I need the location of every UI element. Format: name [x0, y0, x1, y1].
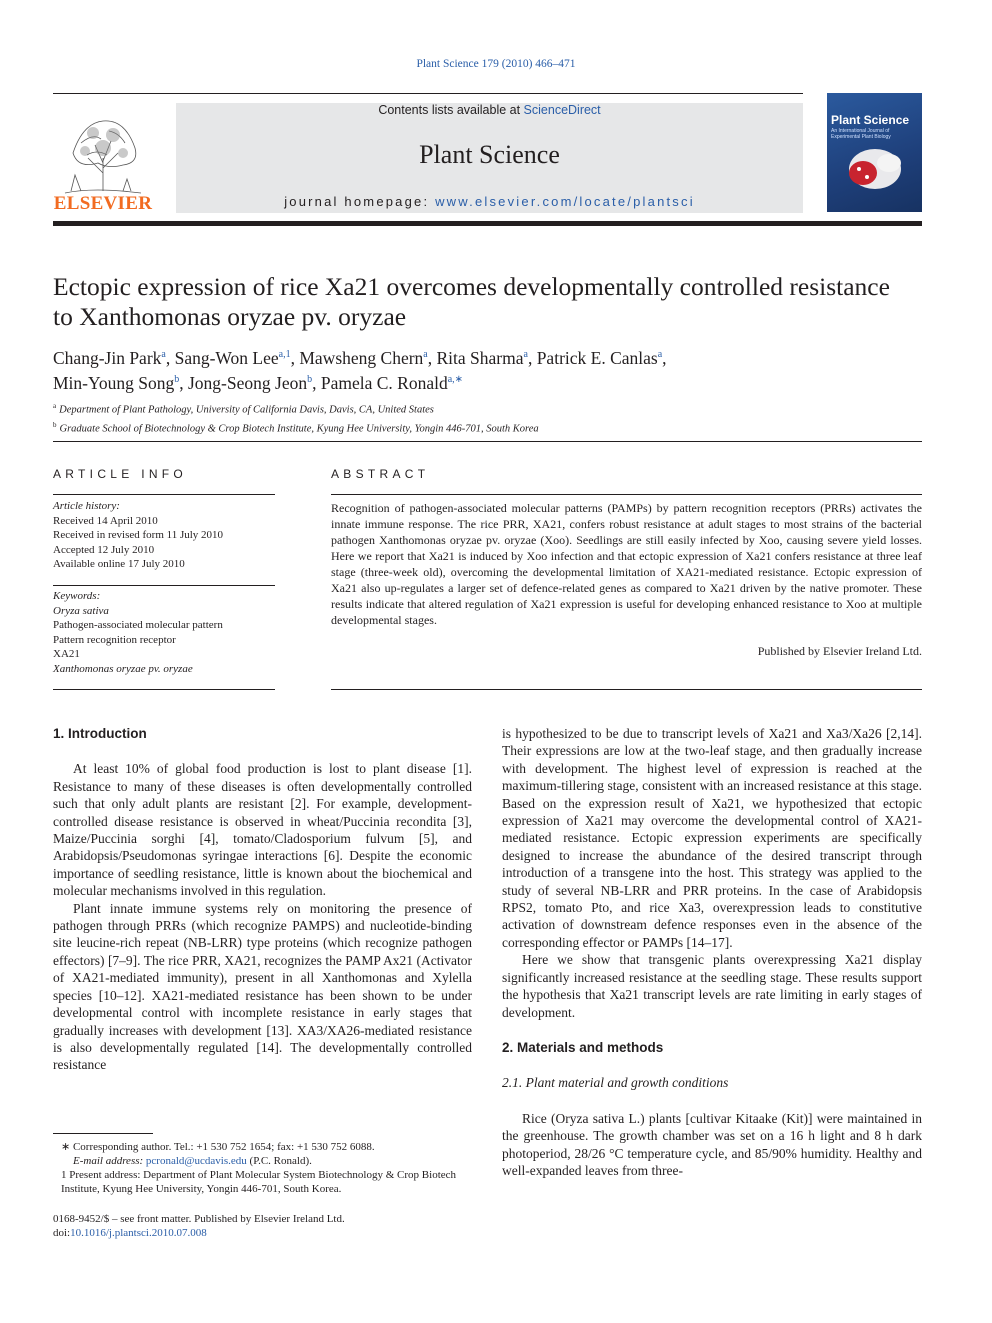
- author-affil-mark[interactable]: a,1: [278, 349, 291, 360]
- footnote-divider: [53, 1133, 153, 1134]
- history-online: Available online 17 July 2010: [53, 558, 185, 570]
- affiliation-a: [53, 399, 539, 418]
- title-line-1: Ectopic expression of rice Xa21 overcomes developmentally controlled resistance: [53, 272, 890, 301]
- author-list: [53, 344, 933, 394]
- intro-paragraph-1: At least 10% of global food production is lost to plant disease [1]. Resistance to many of these diseases is often developmentally controlled such that only adult plants are resistant [2]. For example, development-controlled disease resistance is observed in wheat/Puccinia recondita [3], Maize/Puccinia sorghi [4], tomato/Cladosporium fulvum [5], and Arabidopsis/Pseudomonas syringae interactions [6]. Despite the economic importance of seedling resistance, little is known about the biochemical and molecular mechanisms involved in this regulation.: [53, 761, 472, 899]
- article-info-divider: [53, 494, 275, 495]
- article-info-heading: ARTICLE INFO: [53, 467, 188, 481]
- journal-cover[interactable]: [827, 93, 922, 212]
- author-affil-mark[interactable]: b: [174, 373, 180, 385]
- front-matter: [53, 1212, 472, 1240]
- history-label: Article history:: [53, 500, 120, 512]
- body-left-column: [53, 725, 472, 1074]
- intro-paragraph-2: Plant innate immune systems rely on monitoring the presence of pathogen through PRRs (which recognize PAMPS) and nucleotide-binding site leucine-rich repeat (NB-LRR) type proteins (which recognize pathogen effectors) [7–9]. The rice PRR, XA21, recognizes the PAMP Ax21 (Activator of XA21-mediated immunity), present in all Xanthomonas and Xylella species [10–12]. XA21-mediated resistance has been shown to be under developmental control with incomplete resistance in early stages that gradually increases with development [13]. XA3/XA26-mediated resistance is also developmentally regulated [14]. The developmentally controlled resistance: [53, 900, 472, 1073]
- homepage-prefix: journal homepage:: [284, 194, 436, 209]
- right-paragraph-2: Here we show that transgenic plants overexpressing Xa21 display significantly increased resistance at the seedling stage. These results support the hypothesis that Xa21 transcript levels are rate limiting in early stages of development.: [502, 952, 922, 1020]
- author-name[interactable]: Mawsheng Chern: [299, 347, 424, 368]
- keyword-item: Pathogen-associated molecular pattern: [53, 619, 223, 631]
- abstract-bottom-divider: [331, 689, 922, 690]
- article-history: [53, 499, 275, 572]
- info-bottom-divider: [53, 689, 275, 690]
- author-affil-mark[interactable]: b: [307, 373, 313, 385]
- issn-line: 0168-9452/$ – see front matter. Published by Elsevier Ireland Ltd.: [53, 1213, 345, 1225]
- doi-label: doi:: [53, 1227, 71, 1239]
- abstract-text: Recognition of pathogen-associated molecular patterns (PAMPs) by pattern recognition receptors (PRRs) activates the innate immune response. The rice PRR, XA21, confers robust resistance at adult stages to most strains of the bacterial pathogen Xanthomonas oryzae pv. oryzae (Xoo). Seedlings are still easily infected by Xoo, causing severe yield losses. Here we report that Xa21 is induced by Xoo infection and that ectopic expression of Xa21 confers resistance at three leaf stage (three-week old), overcoming the developmental limitation of XA21-mediated resistance. Ectopic expression of Xa21 also up-regulates a larger set of defence-related genes as compared to Xa21 driven by the native promoter. These results indicate that altered regulation of Xa21 expression is useful for developing enhanced resistance to Xoo at multiple developmental stages.: [331, 501, 922, 627]
- cover-subtitle: An International Journal of Experimental Plant Biology: [831, 128, 891, 140]
- doi-link[interactable]: 10.1016/j.plantsci.2010.07.008: [70, 1227, 207, 1239]
- keyword-item: Oryza sativa: [53, 604, 109, 617]
- journal-citation[interactable]: Plant Science 179 (2010) 466–471: [416, 58, 576, 70]
- body-right-column: [502, 725, 922, 1179]
- email-suffix: (P.C. Ronald).: [246, 1155, 312, 1167]
- abstract-divider: [331, 494, 922, 495]
- journal-title: Plant Science: [419, 140, 560, 169]
- author-name[interactable]: Patrick E. Canlas: [536, 347, 658, 368]
- email-label: E-mail address:: [73, 1155, 146, 1167]
- history-accepted: Accepted 12 July 2010: [53, 543, 155, 556]
- keyword-item: Pattern recognition receptor: [53, 633, 176, 646]
- cover-title: Plant Science: [831, 113, 910, 127]
- author-affil-mark[interactable]: a,∗: [447, 373, 464, 385]
- keyword-item: Xanthomonas oryzae pv. oryzae: [53, 662, 193, 675]
- footnotes: [53, 1140, 472, 1196]
- title-line-2: to Xanthomonas oryzae pv. oryzae: [53, 302, 407, 331]
- affiliation-divider: [53, 441, 922, 442]
- publisher-note: Published by Elsevier Ireland Ltd.: [757, 644, 922, 658]
- article-title: [53, 272, 933, 332]
- authors-line-2: Min-Young Song$^b$, Jong-Seong Jeon$^b$, Pamela C. Ronald$^{a,∗}$: [53, 372, 464, 393]
- history-revised: Received in revised form 11 July 2010: [53, 529, 224, 541]
- methods-paragraph-1: Rice (Oryza sativa L.) plants [cultivar Kitaake (Kit)] were maintained in the greenhouse. The growth chamber was set on a 16 h light and 8 h dark photoperiod, 28/26 °C temperature cycle, and 85/90% humidity. Healthy and well-expanded leaves from three-: [502, 1110, 922, 1178]
- homepage-link[interactable]: www.elsevier.com/locate/plantsci: [435, 194, 695, 209]
- right-paragraph-1: is hypothesized to be due to transcript levels of Xa21 and Xa3/Xa26 [2,14]. Their expressions are low at the two-leaf stage, and then gradually increase with development. The highest level of expression is reached at the maximum-tillering stage, consistent with an increased resistance at this stage. Based on the expression result of Xa21, we hypothesized that ectopic expression of Xa21 may overcome the developmental control of XA21-mediated resistance. Ectopic expression experiments are specifically designed to increase the abundance of the desired transcript through introduction of a transgene into the host. This strategy was applied to the study of several NB-LRR and PRR proteins. In the case of Arabidopsis RPS2, tomato Pto, and rice Xa3, overexpression leads to constitutive activation of downstream defence responses even in the absence of the corresponding effector or PAMPs [14–17].: [502, 726, 922, 950]
- author-name[interactable]: Jong-Seong Jeon: [188, 372, 308, 393]
- affiliations: [53, 399, 539, 436]
- affiliation-b: [53, 418, 539, 437]
- present-address-note: 1 Present address: Department of Plant Molecular System Biotechnology & Crop Biotech Institute, Kyung Hee University, Yongin 446-701, South Korea.: [61, 1169, 457, 1195]
- author-affil-mark[interactable]: a: [657, 349, 663, 360]
- author-affil-mark[interactable]: a: [161, 349, 166, 360]
- author-name[interactable]: Rita Sharma: [436, 347, 524, 368]
- header-thick-rule: [53, 221, 922, 226]
- author-name[interactable]: Pamela C. Ronald: [320, 372, 448, 393]
- affiliation-mark: b: [53, 420, 57, 429]
- author-affil-mark[interactable]: a: [423, 349, 428, 360]
- author-name[interactable]: Sang-Won Lee: [174, 347, 279, 368]
- author-name[interactable]: Chang-Jin Park: [53, 347, 162, 368]
- email-link[interactable]: pcronald@ucdavis.edu: [145, 1155, 247, 1167]
- header-divider: [53, 93, 803, 94]
- author-affil-mark[interactable]: a: [523, 349, 528, 360]
- methods-subheading: 2.1. Plant material and growth conditions: [502, 1075, 729, 1091]
- contents-prefix: Contents lists available at: [378, 103, 524, 117]
- affiliation-text: Department of Plant Pathology, University of California Davis, Davis, CA, United States: [59, 404, 434, 416]
- corresponding-author-note: ∗ Corresponding author. Tel.: +1 530 752 1654; fax: +1 530 752 6088.: [61, 1141, 375, 1153]
- cover-image: [841, 139, 916, 209]
- history-received: Received 14 April 2010: [53, 514, 158, 527]
- abstract-heading: ABSTRACT: [331, 467, 430, 481]
- contents-line: [176, 103, 803, 117]
- methods-heading: 2. Materials and methods: [502, 1039, 664, 1055]
- email-note: [53, 1154, 472, 1168]
- elsevier-wordmark: ELSEVIER: [53, 193, 153, 214]
- keywords-label: Keywords:: [53, 590, 101, 602]
- affiliation-mark: a: [53, 402, 57, 410]
- affiliation-text: Graduate School of Biotechnology & Crop Biotech Institute, Kyung Hee University, Yongin 446-701, South Korea: [59, 423, 539, 434]
- authors-line-1: Chang-Jin Park$^a$, Sang-Won Lee$^{a,1}$, Mawsheng Chern$^a$, Rita Sharma$^a$, Patrick E. Canlas$^a$,: [53, 347, 667, 368]
- doi-line: [53, 1226, 472, 1240]
- keywords-divider: [53, 585, 275, 586]
- sciencedirect-link[interactable]: ScienceDirect: [523, 103, 601, 117]
- keyword-item: XA21: [53, 648, 80, 660]
- author-name[interactable]: Min-Young Song: [53, 372, 175, 393]
- intro-heading: 1. Introduction: [53, 726, 147, 741]
- keywords: [53, 589, 275, 676]
- journal-homepage: [176, 194, 803, 209]
